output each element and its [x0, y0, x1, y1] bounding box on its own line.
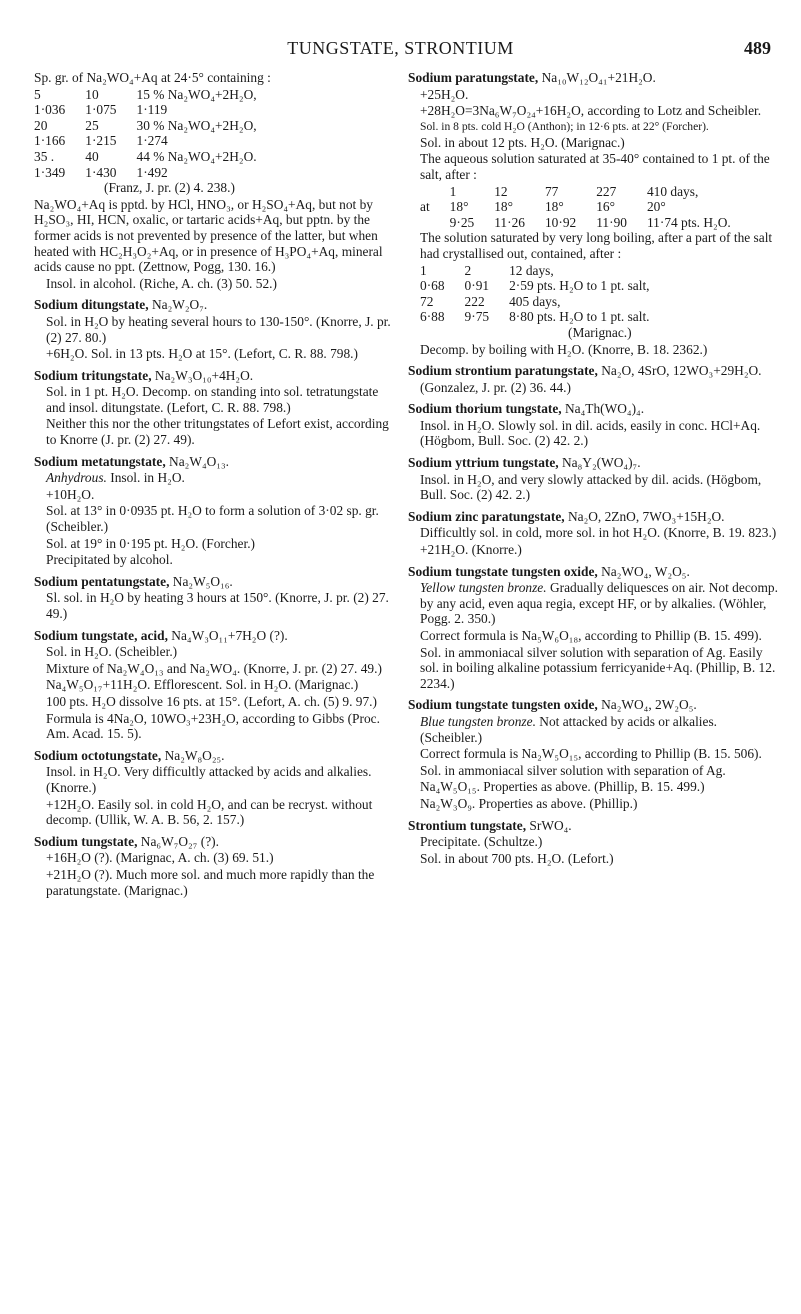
entry-text: Precipitate. (Schultze.): [420, 834, 543, 850]
entry-text: Sol. in 1 pt. H₂O. Decomp. on standing into sol. tetratungstate and insol. ditungstate. (Lefort, C. R. 88. 798.): [46, 384, 379, 415]
table-cell: [420, 215, 430, 231]
entry-title: Sodium yttrium tungstate,: [408, 455, 559, 471]
table-row: [420, 263, 650, 279]
gravity-intro: Sp. gr. of Na₂WO₄+Aq at 24·5° containing :: [34, 70, 271, 85]
entry-text: Correct formula is Na₂W₅O₁₅, according to Phillip (B. 15. 506).: [420, 746, 762, 762]
italic-label: Anhydrous.: [46, 470, 107, 486]
running-title: TUNGSTATE, STRONTIUM: [287, 38, 514, 58]
entry-formula: Na₆W₇O₂₇ (?).: [140, 833, 219, 849]
table-cell: 1·274: [136, 133, 168, 149]
left-column: [34, 70, 392, 899]
table-cell: 2·59 pts. H₂O to 1 pt. salt,: [509, 278, 650, 294]
table-cell: [420, 184, 430, 200]
entry-small-text: Sol. in 8 pts. cold H₂O (Anthon); in 12·6 pts. at 22° (Forcher).: [420, 119, 709, 133]
entry-text: +10H₂O.: [46, 486, 95, 502]
entry-text: Sol. in about 12 pts. H₂O. (Marignac.): [420, 134, 625, 150]
entry-title: Sodium tungstate, acid,: [34, 627, 168, 643]
entry-text: +21H₂O (?). Much more sol. and much more rapidly than the paratungstate. (Marignac.): [46, 866, 375, 898]
entry-title: Sodium tungstate tungsten oxide,: [408, 563, 598, 579]
italic-label: Yellow tungsten bronze.: [420, 580, 547, 596]
entry-text: Na₂W₃O₉. Properties as above. (Phillip.): [420, 795, 638, 811]
entry-text: Correct formula is Na₅W₆O₁₈, according to Phillip (B. 15. 499).: [420, 628, 762, 643]
table-cell: 1·119: [136, 102, 168, 118]
right-column: [408, 70, 778, 867]
table-cell: 30 % Na₂WO₄+2H₂O,: [136, 117, 257, 133]
entry-formula: Na₂WO₄, W₂O₅.: [601, 563, 690, 579]
entry-text: Sol. in H₂O. (Scheibler.): [46, 644, 178, 660]
entry-text: Sol. in H₂O by heating several hours to 130-150°. (Knorre, J. pr. (2) 27. 80.): [46, 313, 391, 345]
table-cell: 8·80 pts. H₂O to 1 pt. salt.: [509, 309, 650, 325]
entry-text: [408, 714, 778, 745]
table-row: [420, 294, 650, 310]
franz-citation: (Franz, J. pr. (2) 4. 238.): [104, 180, 235, 196]
table-cell: 1: [420, 262, 427, 278]
entry-text: Mixture of Na₂W₄O₁₃ and Na₂WO₄. (Knorre, J. pr. (2) 27. 49.): [46, 660, 382, 676]
table-cell: 20: [34, 117, 48, 133]
table-cell: 35 .: [34, 148, 55, 164]
table-row: [420, 184, 731, 200]
entry-formula: Na₂W₃O₁₀+4H₂O.: [154, 367, 254, 383]
table-row: [34, 87, 257, 103]
table-cell: 15 % Na₂WO₄+2H₂O,: [136, 86, 257, 102]
entry-formula: Na₂W₈O₂₅.: [164, 747, 225, 763]
entry-text: [408, 580, 778, 627]
entry-text: Sl. sol. in H₂O by heating 3 hours at 150°. (Knorre, J. pr. (2) 27. 49.): [46, 590, 389, 621]
entry-formula: SrWO₄.: [529, 817, 572, 833]
table-cell: 10: [85, 86, 99, 102]
entry-text: [34, 470, 392, 486]
entry-title: Sodium tritungstate,: [34, 367, 152, 383]
page-number: 489: [744, 38, 771, 58]
entry-paratungstate: [408, 70, 778, 86]
insol-alcohol: Insol. in alcohol. (Riche, A. ch. (3) 50. 52.): [46, 275, 277, 291]
entry-text-rest: Insol. in H₂O.: [110, 470, 185, 486]
entry-text: Sol. at 19° in 0·195 pt. H₂O. (Forcher.): [46, 535, 255, 551]
specific-gravity-table: [34, 87, 257, 181]
table-row: [420, 278, 650, 294]
entry-tungstate-acid: [34, 628, 392, 644]
entry-thorium-tungstate: [408, 401, 778, 417]
entry-formula: Na₄W₃O₁₁+7H₂O (?).: [171, 627, 288, 643]
entry-text: Sol. at 13° in 0·0935 pt. H₂O to form a solution of 3·02 sp. gr. (Scheibler.): [46, 503, 379, 535]
entry-yttrium-tungstate: [408, 455, 778, 471]
entry-text: Insol. in H₂O. Very difficultly attacked by acids and alkalies. (Knorre.): [46, 764, 372, 795]
table-row: [34, 118, 257, 134]
page-header: [0, 34, 801, 62]
table-cell: 12 days,: [509, 262, 554, 278]
table-cell: 5: [34, 86, 41, 102]
entry-title: Sodium metatungstate,: [34, 453, 166, 469]
table-row: [34, 165, 257, 181]
table-cell: 9·75: [464, 309, 490, 325]
entry-ditungstate: [34, 297, 392, 313]
entry-title: Sodium tungstate tungsten oxide,: [408, 697, 598, 713]
entry-formula: Na₁₀W₁₂O₄₁+21H₂O.: [541, 70, 656, 85]
entry-formula: Na₂W₅O₁₆.: [172, 573, 233, 589]
entry-title: Sodium ditungstate,: [34, 297, 149, 313]
entry-text: +6H₂O. Sol. in 13 pts. H₂O at 15°. (Lefort, C. R. 88. 798.): [46, 346, 358, 362]
entry-title: Sodium zinc paratungstate,: [408, 508, 565, 524]
table-cell: 25: [85, 117, 99, 133]
entry-text: The aqueous solution saturated at 35-40° contained to 1 pt. of the salt, after :: [420, 151, 770, 182]
entry-text: +16H₂O (?). (Marignac, A. ch. (3) 69. 51.): [46, 850, 274, 866]
entry-yellow-bronze: [408, 564, 778, 580]
table-cell: 410 days,: [646, 183, 699, 199]
table-cell: 11·90: [596, 214, 627, 230]
table-cell: 1·036: [34, 102, 66, 118]
entry-text: Sol. in ammoniacal silver solution with separation of Ag. Easily sol. in boiling alkaline potassium ferricyanide+Aq. (Phillip, B. 12. 2234.): [420, 644, 776, 691]
table-cell: 18°: [449, 199, 469, 215]
table-cell: 20°: [646, 199, 666, 215]
entry-zinc-paratungstate: [408, 509, 778, 525]
entry-text: Na₄W₅O₁₇+11H₂O. Efflorescent. Sol. in H₂O. (Marignac.): [46, 677, 359, 693]
entry-pentatungstate: [34, 574, 392, 590]
table-cell: 44 % Na₂WO₄+2H₂O.: [136, 148, 257, 164]
entry-formula: Na₂O, 4SrO, 12WO₃+29H₂O.: [601, 363, 762, 379]
table-cell: 1·430: [85, 164, 117, 180]
entry-formula: Na₂O, 2ZnO, 7WO₃+15H₂O.: [567, 508, 725, 524]
entry-na6-tungstate: [34, 834, 392, 850]
table-cell: 1·166: [34, 133, 66, 149]
table-row: [420, 215, 731, 231]
table-cell: 18°: [544, 199, 564, 215]
table-row: [34, 133, 257, 149]
table-cell: 1·349: [34, 164, 66, 180]
entry-text: 100 pts. H₂O dissolve 16 pts. at 15°. (Lefort, A. ch. (5) 9. 97.): [46, 693, 377, 709]
entry-tritungstate: [34, 368, 392, 384]
entry-formula: Na₈Y₂(WO₄)₇.: [562, 455, 641, 471]
entry-text: +28H₂O=3Na₆W₇O₂₄+16H₂O, according to Lotz and Scheibler.: [420, 103, 762, 119]
table-row: [34, 102, 257, 118]
entry-text: Na₄W₅O₁₅. Properties as above. (Phillip, B. 15. 499.): [420, 779, 705, 795]
entry-title: Sodium octotungstate,: [34, 747, 162, 763]
entry-title: Sodium strontium paratungstate,: [408, 363, 598, 379]
table-cell: 1·492: [136, 164, 168, 180]
entry-text: +12H₂O. Easily sol. in cold H₂O, and can be recryst. without decomp. (Ullik, W. A. B. 56, 2. 157.): [46, 796, 373, 828]
table-cell: 77: [544, 183, 559, 199]
table-cell: 16°: [596, 199, 615, 215]
table-cell: 72: [420, 293, 434, 309]
table-cell: 2: [464, 262, 472, 278]
table-cell: 11·74 pts. H₂O.: [646, 214, 731, 230]
entry-text-rest: Not attacked by acids or alkalies. (Scheibler.): [420, 713, 718, 745]
entry-text-rest: Gradually deliquesces on air. Not decomp. by any acid, even aqua regia, except HF, or by alkalies. (Wöhler, Pogg. 2. 350.): [420, 580, 778, 627]
marignac-citation: (Marignac.): [568, 324, 632, 340]
entry-text: +21H₂O. (Knorre.): [420, 542, 522, 558]
pptd-paragraph: Na₂WO₄+Aq is pptd. by HCl, HNO₃, or H₂SO₄+Aq, but not by H₂SO₃, HI, HCN, oxalic, or tartaric acids+Aq, but pptn. by the former acids is not prevented by presence of the latter, but when heated with HC₂H₃O₂+Aq, or in presence of H₃PO₄+Aq, mineral acids cause no ppt. (Zettnow, Pogg, 130. 16.): [34, 196, 383, 275]
table-cell: 1·215: [85, 133, 117, 149]
solubility-days-table: [420, 184, 731, 231]
table-cell: 12: [494, 183, 508, 199]
table-row: [420, 199, 731, 215]
entry-text: Difficultly sol. in cold, more sol. in hot H₂O. (Knorre, B. 19. 823.): [420, 525, 777, 541]
table-cell: at: [420, 199, 430, 215]
table-cell: 9·25: [449, 214, 475, 230]
italic-label: Blue tungsten bronze.: [420, 713, 536, 729]
table-cell: 18°: [494, 199, 513, 215]
table-row: [420, 309, 650, 325]
entry-title: Sodium paratungstate,: [408, 70, 539, 85]
entry-text: (Gonzalez, J. pr. (2) 36. 44.): [420, 379, 571, 395]
table-cell: 227: [596, 183, 617, 199]
entry-text: Neither this nor the other tritungstates of Lefort exist, according to Knorre (J. pr. (2) 27. 49).: [46, 416, 389, 448]
table-cell: 405 days,: [509, 293, 561, 309]
table-row: [34, 149, 257, 165]
entry-strontium-tungstate: [408, 818, 778, 834]
entry-text: Insol. in H₂O, and very slowly attacked by dil. acids. (Högbom, Bull. Soc. (2) 42. 2.): [420, 471, 762, 503]
entry-octotungstate: [34, 748, 392, 764]
entry-strontium-paratungstate: [408, 363, 778, 379]
entry-text: Decomp. by boiling with H₂O. (Knorre, B. 18. 2362.): [420, 341, 708, 357]
table-cell: 0·91: [464, 278, 490, 294]
entry-text: The solution saturated by very long boiling, after a part of the salt had crystallised out, contained, after :: [420, 230, 773, 261]
entry-formula: Na₂W₂O₇.: [151, 297, 208, 313]
entry-formula: Na₄Th(WO₄)₄.: [565, 401, 645, 417]
table-cell: 222: [464, 293, 485, 309]
entry-blue-bronze: [408, 697, 778, 713]
entry-metatungstate: [34, 454, 392, 470]
entry-text: Precipitated by alcohol.: [46, 552, 173, 568]
table-cell: 1: [449, 183, 457, 199]
table-cell: 40: [85, 148, 99, 164]
table-cell: 11·26: [494, 214, 525, 230]
entry-text: Sol. in about 700 pts. H₂O. (Lefort.): [420, 850, 614, 866]
entry-text: Formula is 4Na₂O, 10WO₃+23H₂O, according to Gibbs (Proc. Am. Acad. 15. 5).: [46, 710, 380, 742]
entry-title: Sodium thorium tungstate,: [408, 401, 562, 417]
entry-title: Strontium tungstate,: [408, 817, 527, 833]
entry-title: Sodium pentatungstate,: [34, 573, 170, 589]
entry-formula: Na₂WO₄, 2W₂O₅.: [601, 697, 697, 713]
entry-text: Insol. in H₂O. Slowly sol. in dil. acids, easily in conc. HCl+Aq. (Högbom, Bull. Soc. (2) 42. 2.): [420, 417, 761, 449]
entry-formula: Na₂W₄O₁₃.: [169, 453, 229, 469]
boiling-table: [420, 263, 650, 325]
entry-title: Sodium tungstate,: [34, 833, 138, 849]
table-cell: 0·68: [420, 278, 445, 294]
entry-text: +25H₂O.: [420, 86, 469, 102]
table-cell: 6·88: [420, 309, 445, 325]
entry-text: Sol. in ammoniacal silver solution with separation of Ag.: [420, 762, 726, 778]
table-cell: 1·075: [85, 102, 117, 118]
table-cell: 10·92: [544, 214, 577, 230]
